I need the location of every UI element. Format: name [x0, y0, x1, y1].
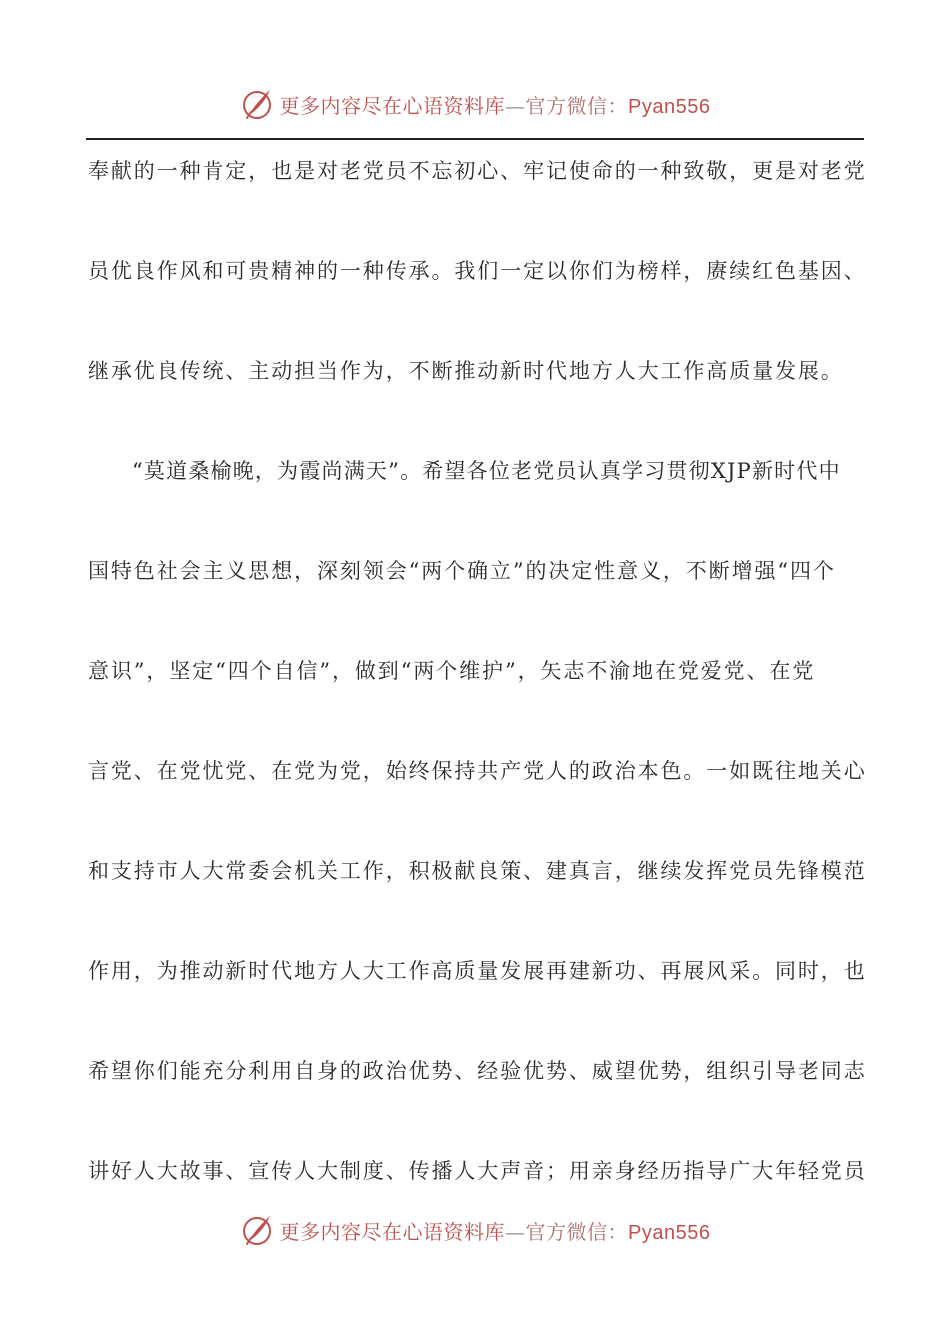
body-line-paragraph-start: “莫道桑榆晚，为霞尚满天”。希望各位老党员认真学习贯彻XJP新时代中	[132, 459, 841, 483]
footer-wechat-account: Pyan556	[628, 1221, 711, 1244]
header-divider	[86, 138, 864, 140]
body-line: 和支持市人大常委会机关工作，积极献良策、建真言，继续发挥党员先锋模范	[88, 859, 867, 883]
header-wechat-label: 官方微信：	[525, 93, 629, 118]
quill-pen-logo-icon	[240, 87, 274, 121]
footer-banner-text	[280, 1216, 711, 1245]
header-banner-separator: —	[505, 93, 526, 118]
body-line: 继承优良传统、主动担当作为，不断推动新时代地方人大工作高质量发展。	[88, 359, 844, 383]
footer-banner-separator: —	[505, 1219, 526, 1244]
body-line: 员优良作风和可贵精神的一种传承。我们一定以你们为榜样，赓续红色基因、	[88, 259, 867, 283]
header-banner	[0, 82, 950, 126]
header-wechat-account: Pyan556	[628, 95, 711, 118]
header-banner-text	[280, 90, 711, 119]
header-banner-title: 更多内容尽在心语资料库	[279, 93, 506, 118]
footer-banner	[0, 1208, 950, 1252]
body-line: 讲好人大故事、宣传人大制度、传播人大声音；用亲身经历指导广大年轻党员	[88, 1159, 867, 1183]
body-line: 奉献的一种肯定，也是对老党员不忘初心、牢记使命的一种致敬，更是对老党	[88, 159, 867, 183]
footer-wechat-label: 官方微信：	[525, 1219, 629, 1244]
body-line: 国特色社会主义思想，深刻领会“两个确立”的决定性意义，不断增强“四个	[88, 559, 836, 583]
document-body	[88, 148, 868, 1248]
footer-banner-title: 更多内容尽在心语资料库	[279, 1219, 506, 1244]
body-line: 意识”，坚定“四个自信”，做到“两个维护”，矢志不渝地在党爱党、在党	[88, 659, 816, 683]
body-line: 言党、在党忧党、在党为党，始终保持共产党人的政治本色。一如既往地关心	[88, 759, 867, 783]
body-line: 作用，为推动新时代地方人大工作高质量发展再建新功、再展风采。同时，也	[88, 959, 867, 983]
quill-pen-logo-icon	[240, 1213, 274, 1247]
body-line: 希望你们能充分利用自身的政治优势、经验优势、威望优势，组织引导老同志	[88, 1059, 867, 1083]
